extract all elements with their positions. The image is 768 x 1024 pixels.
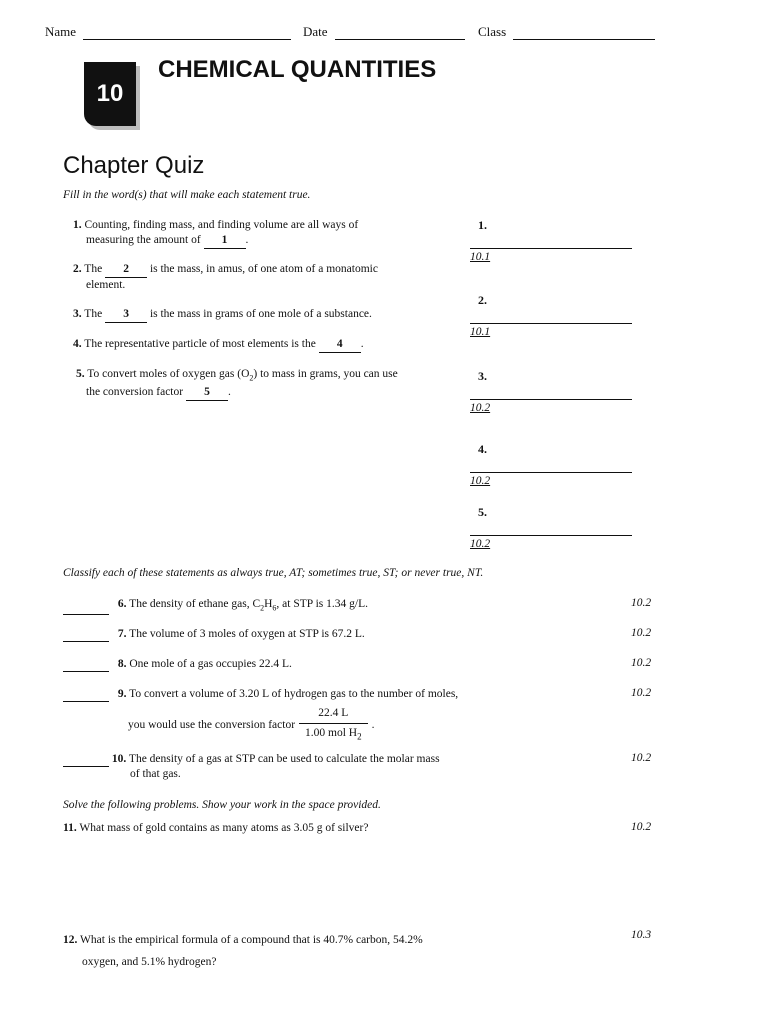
answer-line-1[interactable]	[470, 248, 632, 249]
question-9	[63, 687, 458, 702]
blank-5: 5	[186, 385, 228, 401]
question-number: 6.	[117, 598, 127, 610]
question-2	[73, 262, 453, 293]
question-text: the conversion factor	[86, 386, 184, 399]
section-ref: 10.2	[631, 597, 652, 609]
name-label: Name	[45, 24, 77, 39]
question-10	[63, 752, 440, 782]
question-text: is the mass, in amus, of one atom of a monatomic	[149, 263, 378, 275]
question-number: 10.	[111, 753, 127, 765]
question-text: of that gas.	[130, 768, 181, 780]
question-number: 1.	[73, 219, 82, 231]
question-number: 12.	[63, 934, 78, 946]
question-number: 3.	[73, 308, 82, 320]
question-text: Counting, finding mass, and finding volume are all ways of	[84, 219, 359, 231]
class-field	[478, 24, 655, 40]
answer-line-7[interactable]	[63, 629, 109, 642]
question-text: oxygen, and 5.1% hydrogen?	[82, 956, 217, 968]
question-9-line2	[128, 706, 374, 744]
question-8	[63, 657, 292, 672]
blank-1: 1	[204, 233, 246, 249]
subscript: 2	[249, 373, 254, 383]
question-number: 4.	[73, 338, 82, 350]
punctuation: .	[360, 338, 364, 350]
blank-2: 2	[105, 262, 147, 278]
subscript: 2	[260, 603, 265, 613]
section1-instruction: Fill in the word(s) that will make each statement true.	[63, 189, 311, 201]
punctuation: .	[227, 386, 231, 399]
section-ref: 10.2	[631, 657, 652, 669]
section2-instruction: Classify each of these statements as always true, AT; sometimes true, ST; or never true, NT.	[63, 567, 484, 579]
conversion-fraction	[299, 706, 368, 744]
name-field	[45, 24, 291, 40]
answer-4	[470, 442, 632, 487]
question-text: To convert moles of oxygen gas (O	[87, 368, 250, 380]
section-ref: 10.2	[631, 687, 652, 699]
answer-line-3[interactable]	[470, 399, 632, 400]
question-text: ) to mass in grams, you can use	[253, 368, 398, 380]
fraction-denominator	[299, 723, 368, 744]
question-text: H	[264, 598, 273, 610]
question-text: One mole of a gas occupies 22.4 L.	[129, 658, 292, 670]
name-line[interactable]	[83, 27, 291, 40]
section-ref: 10.2	[470, 402, 491, 414]
question-number: 2.	[73, 263, 82, 275]
question-11	[63, 821, 368, 836]
quiz-title: Chapter Quiz	[63, 152, 205, 179]
question-text: , at STP is 1.34 g/L.	[276, 598, 369, 610]
blank-4: 4	[319, 337, 361, 353]
question-text: What is the empirical formula of a compound that is 40.7% carbon, 54.2%	[80, 934, 423, 946]
answer-number: 4.	[478, 442, 487, 456]
section-ref: 10.2	[470, 538, 491, 550]
section3-instruction: Solve the following problems. Show your work in the space provided.	[63, 799, 381, 811]
question-text: What mass of gold contains as many atoms as 3.05 g of silver?	[79, 822, 369, 834]
question-3	[73, 307, 453, 323]
question-text: element.	[86, 279, 126, 291]
chapter-badge: 10	[84, 62, 136, 126]
answer-number: 5.	[478, 505, 487, 519]
blank-3: 3	[105, 307, 147, 323]
answer-line-5[interactable]	[470, 535, 632, 536]
answer-line-8[interactable]	[63, 659, 109, 672]
answer-line-2[interactable]	[470, 323, 632, 324]
question-text: is the mass in grams of one mole of a substance.	[149, 308, 372, 320]
section-ref: 10.3	[631, 929, 652, 941]
section-ref: 10.2	[631, 627, 652, 639]
question-1	[73, 218, 453, 249]
subscript: 2	[357, 731, 362, 742]
question-5	[76, 367, 456, 401]
section-ref: 10.2	[631, 752, 652, 764]
question-text: To convert a volume of 3.20 L of hydrogen gas to the number of moles,	[129, 688, 459, 700]
section-ref: 10.2	[470, 475, 491, 487]
answer-line-4[interactable]	[470, 472, 632, 473]
fraction-numerator: 22.4 L	[318, 707, 349, 719]
date-line[interactable]	[335, 27, 465, 40]
question-text: The density of ethane gas, C	[129, 598, 261, 610]
class-line[interactable]	[513, 27, 655, 40]
answer-line-9[interactable]	[63, 689, 109, 702]
question-text: measuring the amount of	[86, 234, 201, 246]
section-ref: 10.2	[631, 821, 652, 833]
punctuation: .	[371, 718, 375, 731]
denominator-text: 1.00 mol H	[305, 727, 358, 739]
date-field	[303, 24, 465, 40]
answer-number: 3.	[478, 369, 487, 383]
answer-2	[470, 293, 632, 338]
answer-number: 1.	[478, 218, 487, 232]
question-number: 8.	[117, 658, 127, 670]
question-text: The representative particle of most elements is the	[84, 338, 316, 350]
answer-line-10[interactable]	[63, 754, 109, 767]
question-4	[73, 337, 453, 353]
question-text: The density of a gas at STP can be used to calculate the molar mass	[128, 753, 440, 765]
question-number: 5.	[76, 368, 85, 380]
section-ref: 10.1	[470, 326, 491, 338]
answer-1	[470, 218, 632, 263]
question-text: The	[84, 263, 103, 275]
answer-line-6[interactable]	[63, 602, 109, 615]
date-label: Date	[303, 24, 328, 39]
section-ref: 10.1	[470, 251, 491, 263]
answer-5	[470, 505, 632, 550]
answer-number: 2.	[478, 293, 487, 307]
question-text: The	[84, 308, 103, 320]
subscript: 6	[272, 603, 277, 613]
question-text: you would use the conversion factor	[128, 718, 296, 731]
class-label: Class	[478, 24, 507, 39]
question-6	[63, 597, 368, 615]
answer-3	[470, 369, 632, 414]
chapter-title: CHEMICAL QUANTITIES	[158, 56, 437, 83]
question-number: 9.	[117, 688, 127, 700]
question-text: The volume of 3 moles of oxygen at STP is 67.2 L.	[129, 628, 365, 640]
question-number: 7.	[117, 628, 127, 640]
question-number: 11.	[63, 822, 77, 834]
question-12	[63, 929, 423, 973]
punctuation: .	[245, 234, 249, 246]
question-7	[63, 627, 365, 642]
